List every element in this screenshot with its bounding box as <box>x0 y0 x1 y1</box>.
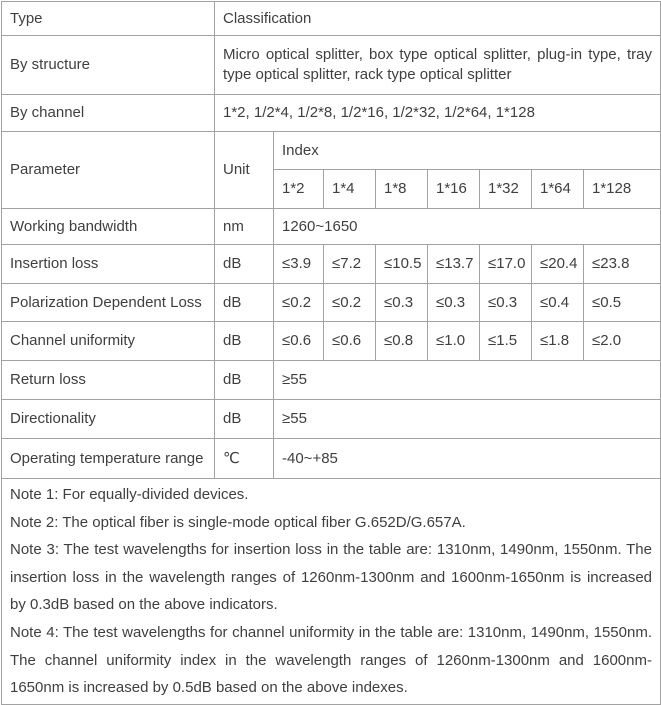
structure-value: Micro optical splitter, box type optical splitter, plug-in type, tray type optical splitter, rack type optical splitter <box>215 36 661 95</box>
notes-cell <box>2 479 661 705</box>
value-cell: ≤1.0 <box>428 322 480 361</box>
index-col-header: 1*2 <box>274 170 324 209</box>
index-col-header: 1*64 <box>532 170 584 209</box>
value-cell: ≤0.6 <box>324 322 376 361</box>
value-cell: ≤13.7 <box>428 245 480 284</box>
unit-cell: dB <box>215 284 274 322</box>
row-label: Channel uniformity <box>2 322 215 361</box>
value-cell: ≤7.2 <box>324 245 376 284</box>
channel-label: By channel <box>2 95 215 132</box>
value-cell: ≤1.5 <box>480 322 532 361</box>
insertion-loss-row <box>2 245 661 284</box>
index-col-header: 1*4 <box>324 170 376 209</box>
value-cell: ≤2.0 <box>584 322 661 361</box>
row-label: Polarization Dependent Loss <box>2 284 215 322</box>
notes-row <box>2 479 661 705</box>
note-2: Note 2: The optical fiber is single-mode optical fiber G.652D/G.657A. <box>10 513 466 531</box>
value-cell: ≤0.6 <box>274 322 324 361</box>
index-col-header: 1*16 <box>428 170 480 209</box>
value-cell: ≤0.5 <box>584 284 661 322</box>
value-cell: ≤23.8 <box>584 245 661 284</box>
channel-uniformity-row <box>2 322 661 361</box>
value-cell: ≥55 <box>274 361 661 400</box>
working-bandwidth-row <box>2 209 661 245</box>
row-label: Working bandwidth <box>2 209 215 245</box>
unit-cell: ℃ <box>215 439 274 479</box>
note-1: Note 1: For equally-divided devices. <box>10 486 249 503</box>
row-label: Insertion loss <box>2 245 215 284</box>
unit-cell: dB <box>215 361 274 400</box>
value-cell: ≤3.9 <box>274 245 324 284</box>
polarization-dependent-loss-row <box>2 284 661 322</box>
unit-header-cell: Unit <box>215 132 274 209</box>
index-col-header: 1*32 <box>480 170 532 209</box>
value-cell: ≤10.5 <box>376 245 428 284</box>
value-cell: ≤0.2 <box>324 284 376 322</box>
value-cell: ≤1.8 <box>532 322 584 361</box>
value-cell: ≤0.8 <box>376 322 428 361</box>
parameter-header-cell: Parameter <box>2 132 215 209</box>
value-cell: ≥55 <box>274 400 661 439</box>
directionality-row <box>2 400 661 439</box>
value-cell: ≤0.3 <box>376 284 428 322</box>
index-col-header: 1*128 <box>584 170 661 209</box>
row-label: Return loss <box>2 361 215 400</box>
channel-value: 1*2, 1/2*4, 1/2*8, 1/2*16, 1/2*32, 1/2*64, 1*128 <box>215 95 661 132</box>
note-4: Note 4: The test wavelengths for channel uniformity in the table are: 1310nm, 1490nm, 1550nm. The channel uniformity index in the wavelength ranges of 1260nm-1300nm and 1600nm-1650nm is increased by 0.5dB based on the above indexes. <box>10 623 652 697</box>
operating-temperature-row <box>2 439 661 479</box>
unit-cell: dB <box>215 322 274 361</box>
value-cell: ≤0.3 <box>480 284 532 322</box>
unit-cell: dB <box>215 400 274 439</box>
spec-table <box>1 1 661 705</box>
value-cell: 1260~1650 <box>274 209 661 245</box>
channel-row <box>2 95 661 132</box>
index-header-cell: Index <box>274 132 661 170</box>
value-cell: ≤0.3 <box>428 284 480 322</box>
return-loss-row <box>2 361 661 400</box>
type-header-cell: Type <box>2 2 215 36</box>
value-cell: -40~+85 <box>274 439 661 479</box>
value-cell: ≤20.4 <box>532 245 584 284</box>
value-cell: ≤0.4 <box>532 284 584 322</box>
structure-label: By structure <box>2 36 215 95</box>
index-col-header: 1*8 <box>376 170 428 209</box>
value-cell: ≤0.2 <box>274 284 324 322</box>
classification-header-cell: Classification <box>215 2 661 36</box>
unit-cell: nm <box>215 209 274 245</box>
unit-cell: dB <box>215 245 274 284</box>
value-cell: ≤17.0 <box>480 245 532 284</box>
note-3: Note 3: The test wavelengths for insertion loss in the table are: 1310nm, 1490nm, 1550nm. The insertion loss in the wavelength ranges of 1260nm-1300nm and 1600nm-1650nm is increased by 0.3dB based on the above indicators. <box>10 541 652 614</box>
param-header-row <box>2 132 661 170</box>
type-row <box>2 2 661 36</box>
row-label: Directionality <box>2 400 215 439</box>
structure-row <box>2 36 661 95</box>
row-label: Operating temperature range <box>2 439 215 479</box>
